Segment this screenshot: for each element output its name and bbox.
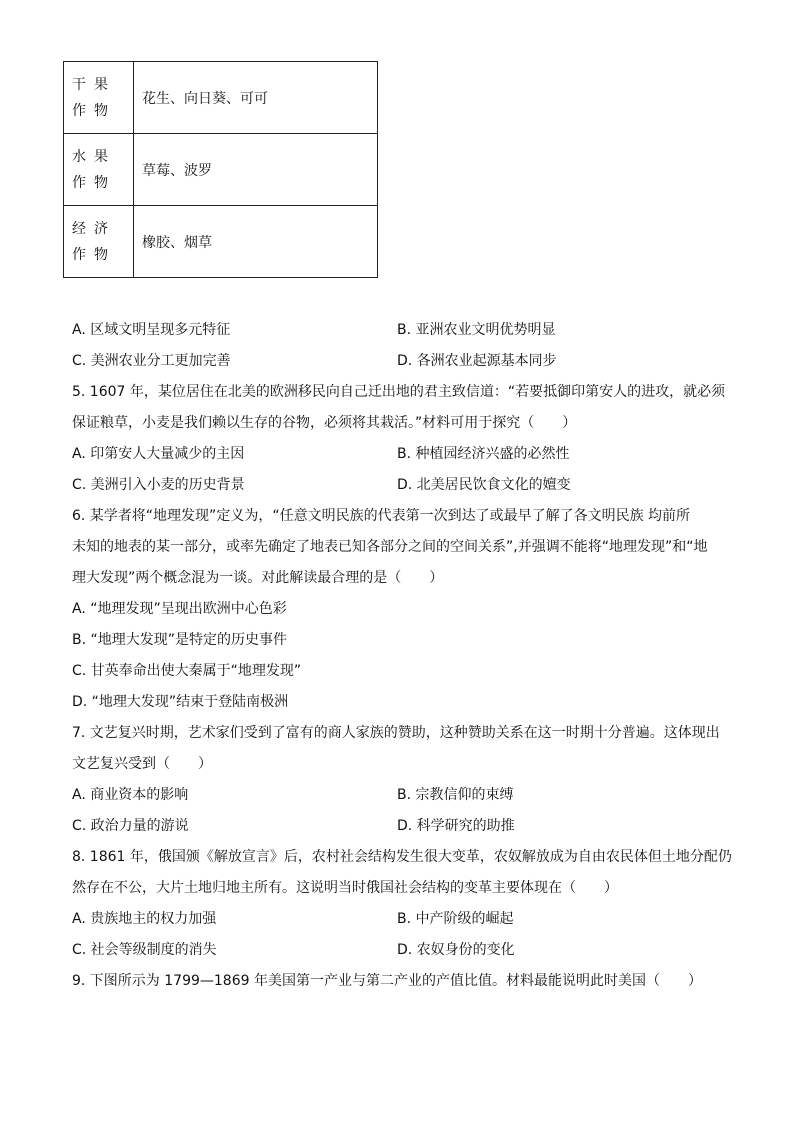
q8-stem-line2: 然存在不公，大片土地归地主所有。这说明当时俄国社会结构的变革主要体现在（ ） bbox=[72, 880, 618, 896]
crop-category: 经济作物 bbox=[64, 206, 134, 278]
q4-option-b[interactable]: B. 亚洲农业文明优势明显 bbox=[397, 322, 556, 338]
q6-stem-line1: 6. 某学者将“地理发现”定义为，“任意文明民族的代表第一次到达了或最早了解了各文明民族 均前所 bbox=[72, 508, 691, 524]
q7-stem-line1: 7. 文艺复兴时期，艺术家们受到了富有的商人家族的赞助，这种赞助关系在这一时期十分普遍。这体现出 bbox=[72, 725, 720, 741]
q5-option-b[interactable]: B. 种植园经济兴盛的必然性 bbox=[397, 446, 570, 462]
table-row bbox=[64, 134, 378, 206]
crop-category: 干果作物 bbox=[64, 62, 134, 134]
q6-option-a[interactable]: A. “地理发现”呈现出欧洲中心色彩 bbox=[72, 601, 287, 617]
q6-option-d[interactable]: D. “地理大发现”结束于登陆南极洲 bbox=[72, 694, 289, 710]
table-row bbox=[64, 206, 378, 278]
crop-list: 草莓、波罗 bbox=[134, 134, 378, 206]
q6-option-c[interactable]: C. 甘英奉命出使大秦属于“地理发现” bbox=[72, 663, 302, 679]
q4-option-a[interactable]: A. 区域文明呈现多元特征 bbox=[72, 322, 231, 338]
q8-option-a[interactable]: A. 贵族地主的权力加强 bbox=[72, 911, 217, 927]
q8-option-b[interactable]: B. 中产阶级的崛起 bbox=[397, 911, 514, 927]
crop-category: 水果作物 bbox=[64, 134, 134, 206]
q6-stem-line2: 未知的地表的某一部分，或率先确定了地表已知各部分之间的空间关系”,并强调不能将“地理发现”和“地 bbox=[72, 539, 708, 555]
q8-stem-line1: 8. 1861 年，俄国颁《解放宣言》后，农村社会结构发生很大变革，农奴解放成为自由农民体但土地分配仍 bbox=[72, 849, 732, 865]
q5-option-a[interactable]: A. 印第安人大量减少的主因 bbox=[72, 446, 245, 462]
q8-option-c[interactable]: C. 社会等级制度的消失 bbox=[72, 942, 217, 958]
q7-option-a[interactable]: A. 商业资本的影响 bbox=[72, 787, 189, 803]
q8-option-d[interactable]: D. 农奴身份的变化 bbox=[397, 942, 515, 958]
q7-option-d[interactable]: D. 科学研究的助推 bbox=[397, 818, 515, 834]
q6-stem-line3: 理大发现”两个概念混为一谈。对此解读最合理的是（ ） bbox=[72, 570, 444, 586]
crop-list: 橡胶、烟草 bbox=[134, 206, 378, 278]
q5-stem-line2: 保证粮草，小麦是我们赖以生存的谷物，必须将其栽活。”材料可用于探究（ ） bbox=[72, 415, 577, 431]
table-row bbox=[64, 62, 378, 134]
q4-option-c[interactable]: C. 美洲农业分工更加完善 bbox=[72, 353, 231, 369]
q7-stem-line2: 文艺复兴受到（ ） bbox=[72, 756, 212, 772]
crops-table bbox=[63, 61, 378, 278]
q4-option-d[interactable]: D. 各洲农业起源基本同步 bbox=[397, 353, 557, 369]
q7-option-c[interactable]: C. 政治力量的游说 bbox=[72, 818, 189, 834]
q9-stem-line1: 9. 下图所示为 1799—1869 年美国第一产业与第二产业的产值比值。材料最能说明此时美国（ ） bbox=[72, 973, 702, 989]
crop-list: 花生、向日葵、可可 bbox=[134, 62, 378, 134]
q7-option-b[interactable]: B. 宗教信仰的束缚 bbox=[397, 787, 514, 803]
q5-option-d[interactable]: D. 北美居民饮食文化的嬗变 bbox=[397, 477, 571, 493]
q6-option-b[interactable]: B. “地理大发现”是特定的历史事件 bbox=[72, 632, 288, 648]
q5-option-c[interactable]: C. 美洲引入小麦的历史背景 bbox=[72, 477, 245, 493]
q5-stem-line1: 5. 1607 年，某位居住在北美的欧洲移民向自己迁出地的君主致信道：“若要抵御印第安人的进攻，就必须 bbox=[72, 384, 726, 400]
